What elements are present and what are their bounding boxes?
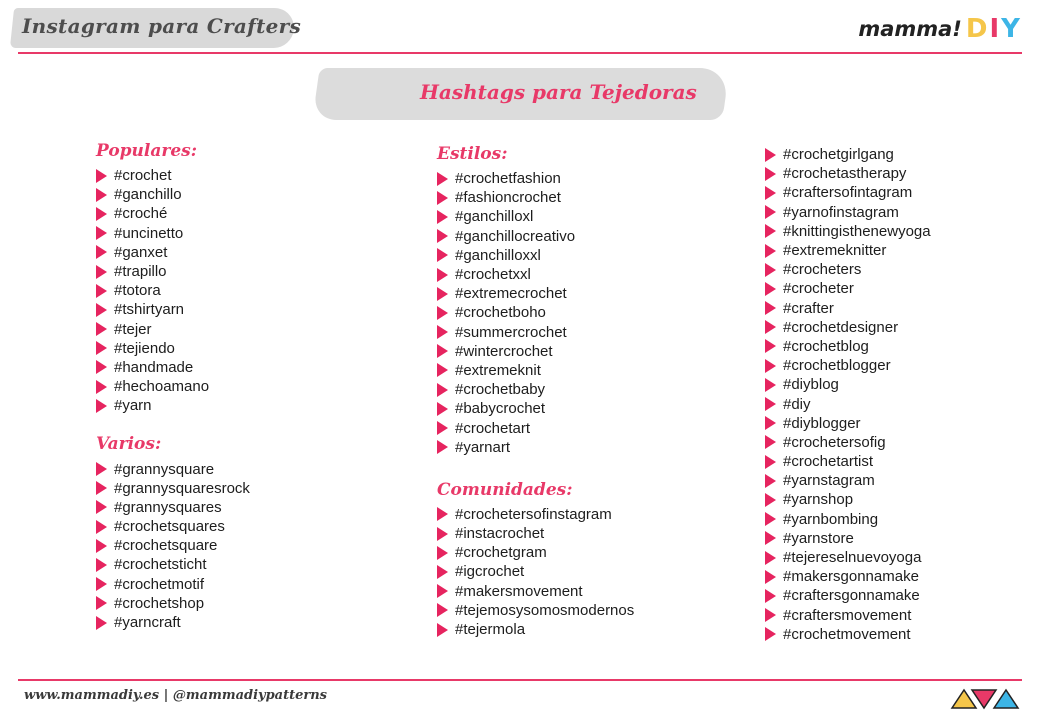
- list-otros: [765, 145, 931, 644]
- triangle-right-icon: [437, 383, 448, 397]
- triangle-right-icon: [96, 284, 107, 298]
- heading-estilos: Estilos:: [437, 144, 508, 164]
- hashtag-item: [96, 320, 250, 339]
- hashtag-text: #yarnart: [455, 438, 511, 456]
- hashtag-item: [765, 490, 931, 509]
- hashtag-item: [96, 536, 250, 555]
- hashtag-text: #handmade: [114, 358, 194, 376]
- hashtag-item: [437, 323, 634, 342]
- hashtag-item: [96, 498, 250, 517]
- hashtag-item: [96, 479, 250, 498]
- hashtag-text: #diyblogger: [783, 414, 861, 432]
- hashtag-item: [437, 380, 634, 399]
- hashtag-item: [765, 433, 931, 452]
- heading-comunidades: Comunidades:: [437, 479, 573, 500]
- hashtag-item: [96, 459, 250, 478]
- footer-triangle-pink: [972, 690, 996, 708]
- hashtag-text: #tejer: [114, 320, 152, 338]
- triangle-right-icon: [765, 455, 776, 469]
- header-title: Instagram para Crafters: [22, 14, 302, 38]
- footer-text: www.mammadiy.es | @mammadiypatterns: [24, 688, 327, 703]
- list-comunidades: [437, 505, 634, 639]
- hashtag-text: #summercrochet: [455, 323, 567, 341]
- hashtag-item: [437, 505, 634, 524]
- triangle-right-icon: [96, 322, 107, 336]
- hashtag-item: [96, 594, 250, 613]
- hashtag-text: #crochetshop: [114, 594, 205, 612]
- triangle-right-icon: [96, 520, 107, 534]
- hashtag-item: [437, 418, 634, 437]
- hashtag-item: [765, 222, 931, 241]
- triangle-right-icon: [437, 325, 448, 339]
- triangle-right-icon: [765, 148, 776, 162]
- triangle-right-icon: [437, 229, 448, 243]
- hashtag-item: [765, 510, 931, 529]
- hashtag-text: #tejereselnuevoyoga: [783, 549, 922, 567]
- triangle-right-icon: [437, 210, 448, 224]
- hashtag-text: #tejemosysomosmodernos: [455, 601, 635, 619]
- hashtag-text: #ganchilloxl: [455, 208, 534, 226]
- hashtag-item: [765, 529, 931, 548]
- hashtag-text: #craftersofintagram: [783, 184, 913, 202]
- triangle-right-icon: [437, 546, 448, 560]
- triangle-right-icon: [96, 265, 107, 279]
- triangle-right-icon: [96, 341, 107, 355]
- triangle-right-icon: [765, 378, 776, 392]
- triangle-right-icon: [96, 207, 107, 221]
- hashtag-text: #ganchillocreativo: [455, 227, 576, 245]
- hashtag-item: [765, 260, 931, 279]
- triangle-right-icon: [96, 303, 107, 317]
- heading-varios: Varios:: [96, 434, 162, 455]
- footer-triangle-yellow: [952, 690, 976, 708]
- hashtag-text: #crochetastherapy: [783, 165, 907, 183]
- hashtag-text: #igcrochet: [455, 563, 525, 581]
- hashtag-item: [96, 166, 250, 185]
- triangle-right-icon: [96, 462, 107, 476]
- hashtag-item: [437, 207, 634, 226]
- hashtag-item: [765, 299, 931, 318]
- hashtag-text: #ganchillo: [114, 186, 182, 204]
- hashtag-item: [437, 303, 634, 322]
- hashtag-item: [96, 204, 250, 223]
- hashtag-item: [765, 567, 931, 586]
- header-divider: [18, 52, 1022, 54]
- triangle-right-icon: [437, 507, 448, 521]
- triangle-right-icon: [765, 397, 776, 411]
- hashtag-text: #extremecrochet: [455, 285, 567, 303]
- footer-divider: [18, 679, 1022, 681]
- hashtag-text: #craftersgonnamake: [783, 587, 920, 605]
- triangle-right-icon: [437, 172, 448, 186]
- triangle-right-icon: [437, 584, 448, 598]
- triangle-right-icon: [437, 565, 448, 579]
- hashtag-text: #crochetdesigner: [783, 318, 899, 336]
- hashtag-item: [437, 227, 634, 246]
- hashtag-text: #ganchilloxxl: [455, 246, 541, 264]
- hashtag-item: [765, 375, 931, 394]
- hashtag-text: #crafter: [783, 299, 834, 317]
- hashtag-text: #knittingisthenewyoga: [783, 222, 931, 240]
- triangle-right-icon: [765, 589, 776, 603]
- hashtag-text: #crochetblog: [783, 337, 869, 355]
- hashtag-text: #wintercrochet: [455, 342, 553, 360]
- triangle-right-icon: [96, 577, 107, 591]
- triangle-right-icon: [437, 248, 448, 262]
- hashtag-item: [765, 471, 931, 490]
- hashtag-item: [437, 284, 634, 303]
- hashtag-text: #extremeknit: [455, 361, 541, 379]
- triangle-right-icon: [437, 440, 448, 454]
- hashtag-text: #yarncraft: [114, 614, 181, 632]
- list-estilos: [437, 169, 634, 457]
- hashtag-text: #yarnstagram: [783, 472, 875, 490]
- hashtag-item: [96, 575, 250, 594]
- triangle-right-icon: [765, 320, 776, 334]
- hashtag-text: #crochetsquare: [114, 537, 218, 555]
- triangle-right-icon: [96, 500, 107, 514]
- hashtag-text: #instacrochet: [455, 525, 545, 543]
- logo-letter-d: D: [965, 14, 988, 44]
- hashtag-text: #yarnstore: [783, 529, 854, 547]
- logo-letter-i: I: [989, 14, 1000, 44]
- brand-logo[interactable]: [858, 15, 1020, 43]
- hashtag-item: [765, 548, 931, 567]
- triangle-right-icon: [96, 539, 107, 553]
- hashtag-item: [437, 601, 634, 620]
- logo-diy: [966, 15, 1020, 43]
- hashtag-text: #uncinetto: [114, 224, 184, 242]
- triangle-right-icon: [96, 188, 107, 202]
- triangle-right-icon: [765, 627, 776, 641]
- triangle-right-icon: [96, 616, 107, 630]
- triangle-right-icon: [765, 493, 776, 507]
- hashtag-item: [765, 241, 931, 260]
- hashtag-item: [765, 356, 931, 375]
- hashtag-item: [765, 164, 931, 183]
- triangle-right-icon: [437, 623, 448, 637]
- triangle-right-icon: [765, 263, 776, 277]
- hashtag-text: #croché: [114, 205, 168, 223]
- hashtag-text: #yarnofinstagram: [783, 203, 899, 221]
- triangle-right-icon: [765, 551, 776, 565]
- hashtag-item: [96, 185, 250, 204]
- triangle-right-icon: [437, 527, 448, 541]
- hashtag-text: #crochetmotif: [114, 575, 205, 593]
- list-varios: [96, 459, 250, 632]
- page-title: Hashtags para Tejedoras: [420, 80, 697, 104]
- hashtag-text: #makersmovement: [455, 582, 583, 600]
- hashtag-text: #tejiendo: [114, 339, 175, 357]
- hashtag-text: #crochet: [114, 167, 172, 185]
- hashtag-text: #trapillo: [114, 263, 167, 281]
- triangle-right-icon: [765, 167, 776, 181]
- hashtag-item: [437, 524, 634, 543]
- hashtag-text: #crochetfashion: [455, 170, 561, 188]
- heading-populares: Populares:: [96, 141, 198, 161]
- hashtag-item: [437, 399, 634, 418]
- triangle-right-icon: [765, 531, 776, 545]
- hashtag-item: [765, 606, 931, 625]
- hashtag-text: #grannysquaresrock: [114, 479, 250, 497]
- hashtag-text: #crochetart: [455, 419, 531, 437]
- hashtag-text: #yarn: [114, 397, 152, 415]
- triangle-right-icon: [765, 512, 776, 526]
- hashtag-text: #crochetersofinstagram: [455, 505, 612, 523]
- triangle-right-icon: [96, 481, 107, 495]
- hashtag-text: #crochetersofig: [783, 433, 886, 451]
- hashtag-text: #fashioncrochet: [455, 189, 561, 207]
- hashtag-item: [437, 361, 634, 380]
- triangle-right-icon: [437, 421, 448, 435]
- hashtag-item: [437, 562, 634, 581]
- hashtag-text: #crochetgirlgang: [783, 146, 894, 164]
- triangle-right-icon: [96, 169, 107, 183]
- hashtag-item: [96, 339, 250, 358]
- hashtag-item: [437, 265, 634, 284]
- hashtag-text: #hechoamano: [114, 378, 210, 396]
- triangle-right-icon: [96, 399, 107, 413]
- hashtag-item: [96, 262, 250, 281]
- triangle-right-icon: [765, 205, 776, 219]
- hashtag-item: [96, 358, 250, 377]
- hashtag-item: [765, 145, 931, 164]
- list-populares: [96, 166, 250, 415]
- hashtag-item: [437, 188, 634, 207]
- hashtag-text: #crochetxxl: [455, 266, 531, 284]
- triangle-right-icon: [96, 245, 107, 259]
- hashtag-text: #tejermola: [455, 621, 526, 639]
- triangle-right-icon: [765, 224, 776, 238]
- triangle-right-icon: [437, 603, 448, 617]
- triangle-right-icon: [765, 282, 776, 296]
- hashtag-item: [437, 543, 634, 562]
- triangle-right-icon: [765, 570, 776, 584]
- triangle-right-icon: [765, 301, 776, 315]
- column-right: [765, 145, 931, 644]
- hashtag-text: #crochetblogger: [783, 357, 891, 375]
- hashtag-item: [765, 183, 931, 202]
- hashtag-text: #extremeknitter: [783, 242, 887, 260]
- hashtag-item: [765, 586, 931, 605]
- hashtag-text: #babycrochet: [455, 400, 546, 418]
- triangle-right-icon: [765, 608, 776, 622]
- hashtag-item: [765, 394, 931, 413]
- triangle-right-icon: [437, 287, 448, 301]
- column-left: [96, 140, 250, 632]
- hashtag-item: [96, 377, 250, 396]
- hashtag-text: #diyblog: [783, 376, 839, 394]
- hashtag-text: #tshirtyarn: [114, 301, 185, 319]
- hashtag-item: [437, 620, 634, 639]
- hashtag-text: #crochetboho: [455, 304, 546, 322]
- triangle-right-icon: [437, 363, 448, 377]
- hashtag-text: #crochetsticht: [114, 556, 207, 574]
- triangle-right-icon: [437, 306, 448, 320]
- hashtag-item: [437, 582, 634, 601]
- hashtag-text: #crocheter: [783, 280, 854, 298]
- hashtag-text: #ganxet: [114, 243, 168, 261]
- hashtag-item: [96, 224, 250, 243]
- triangle-right-icon: [765, 186, 776, 200]
- hashtag-item: [437, 246, 634, 265]
- hashtag-item: [96, 613, 250, 632]
- hashtag-text: #yarnbombing: [783, 510, 879, 528]
- hashtag-text: #crochetartist: [783, 453, 874, 471]
- hashtag-text: #yarnshop: [783, 491, 854, 509]
- triangle-right-icon: [437, 402, 448, 416]
- hashtag-item: [96, 300, 250, 319]
- hashtag-text: #crochetmovement: [783, 625, 911, 643]
- triangle-right-icon: [765, 339, 776, 353]
- triangle-right-icon: [96, 360, 107, 374]
- hashtag-item: [765, 203, 931, 222]
- hashtag-text: #crochetgram: [455, 544, 547, 562]
- triangle-right-icon: [96, 596, 107, 610]
- triangle-right-icon: [765, 435, 776, 449]
- hashtag-item: [765, 279, 931, 298]
- hashtag-item: [765, 414, 931, 433]
- hashtag-item: [96, 517, 250, 536]
- triangle-right-icon: [96, 380, 107, 394]
- logo-letter-y: Y: [1001, 14, 1020, 44]
- hashtag-text: #grannysquare: [114, 460, 215, 478]
- hashtag-text: #makersgonnamake: [783, 568, 919, 586]
- hashtag-item: [765, 318, 931, 337]
- hashtag-text: #crocheters: [783, 261, 862, 279]
- triangle-right-icon: [437, 268, 448, 282]
- triangle-right-icon: [765, 359, 776, 373]
- footer-triangle-blue: [994, 690, 1018, 708]
- triangle-right-icon: [765, 474, 776, 488]
- hashtag-item: [437, 438, 634, 457]
- triangle-right-icon: [96, 558, 107, 572]
- triangle-right-icon: [437, 191, 448, 205]
- hashtag-item: [96, 396, 250, 415]
- hashtag-text: #crochetbaby: [455, 381, 546, 399]
- hashtag-text: #grannysquares: [114, 498, 222, 516]
- hashtag-item: [96, 555, 250, 574]
- triangle-right-icon: [96, 226, 107, 240]
- footer-triangles-logo: [950, 688, 1022, 715]
- logo-word: mamma!: [858, 17, 962, 41]
- hashtag-item: [96, 243, 250, 262]
- hashtag-text: #totora: [114, 282, 161, 300]
- hashtag-item: [765, 452, 931, 471]
- hashtag-item: [437, 169, 634, 188]
- hashtag-item: [96, 281, 250, 300]
- triangle-right-icon: [765, 244, 776, 258]
- hashtag-text: #crochetsquares: [114, 518, 225, 536]
- hashtag-item: [437, 342, 634, 361]
- triangle-right-icon: [765, 416, 776, 430]
- hashtag-text: #diy: [783, 395, 811, 413]
- column-middle: [437, 143, 634, 639]
- hashtag-item: [765, 625, 931, 644]
- hashtag-item: [765, 337, 931, 356]
- triangle-right-icon: [437, 344, 448, 358]
- hashtag-text: #craftersmovement: [783, 606, 912, 624]
